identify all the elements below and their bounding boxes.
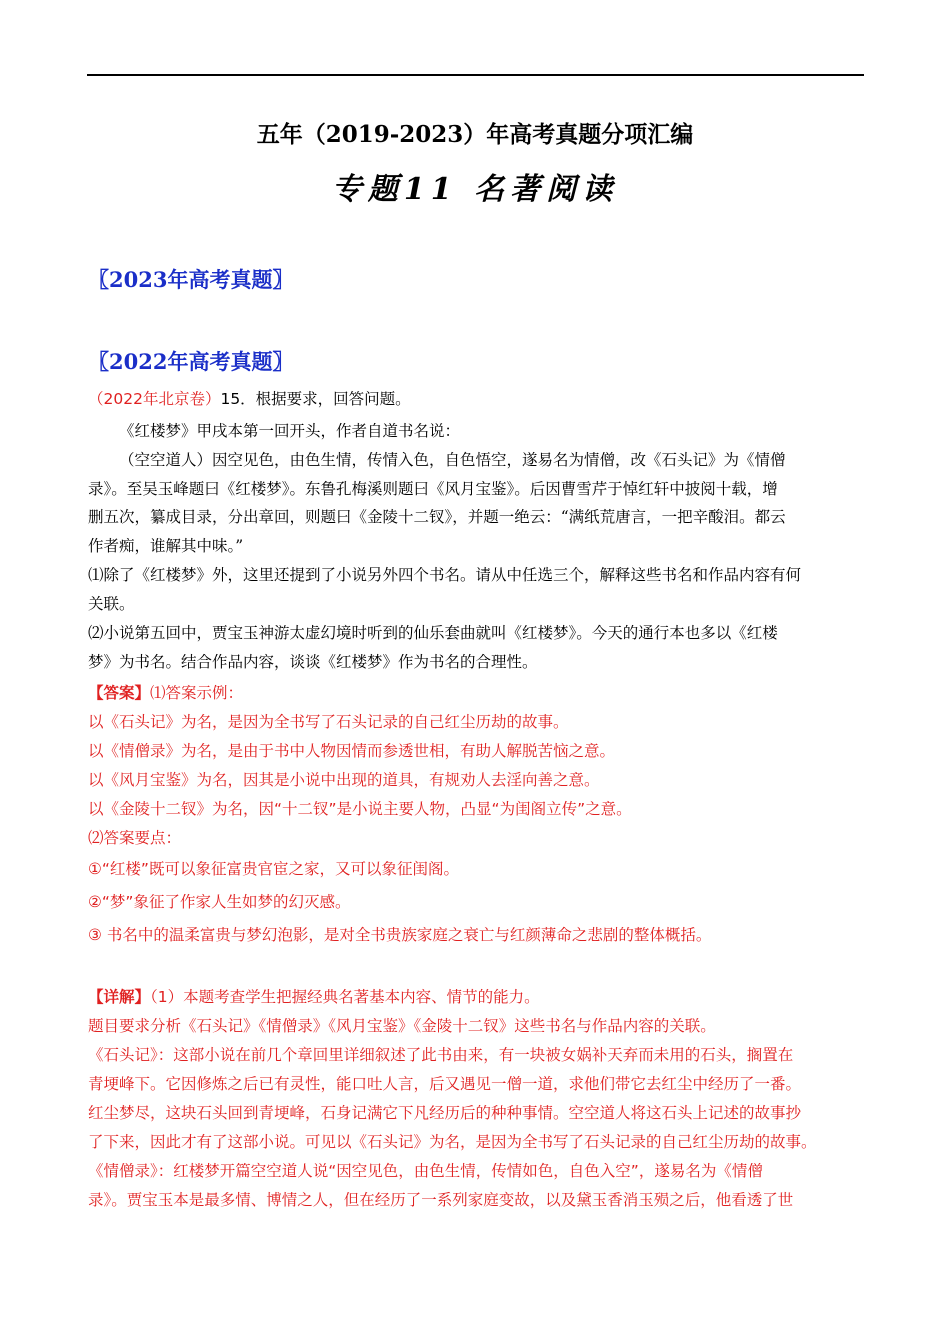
question-header	[88, 388, 868, 410]
answer-line: ①“红楼”既可以象征富贵官宦之家，又可以象征闺阁。	[88, 860, 459, 878]
subquestion-2: 梦》为书名。结合作品内容，谈谈《红楼梦》作为书名的合理性。	[88, 653, 538, 671]
question-source: （2022年北京卷）	[88, 390, 221, 408]
answer-label: 【答案】	[88, 684, 151, 702]
answer-header	[88, 682, 868, 704]
explanation-line: 题目要求分析《石头记》《情僧录》《风月宝鉴》《金陵十二钗》这些书名与作品内容的关联。	[88, 1017, 716, 1035]
quote-line: （空空道人）因空见色，由色生情，传情入色，自色悟空，遂易名为情僧，改《石头记》为《情僧	[119, 451, 786, 469]
explanation-line: 《情僧录》：红楼梦开篇空空道人说“因空见色，由色生情，传情如色，自色入空”，遂易名为《情僧	[88, 1162, 763, 1180]
answer-line: ③ 书名中的温柔富贵与梦幻泡影，是对全书贵族家庭之衰亡与红颜薄命之悲剧的整体概括。	[88, 926, 712, 944]
question-intro: 《红楼梦》甲戌本第一回开头，作者自道书名说：	[119, 422, 461, 440]
answer-line: 以《风月宝鉴》为名，因其是小说中出现的道具，有规劝人去淫向善之意。	[88, 771, 600, 789]
section-heading-2022: 〖2022年高考真题〗	[88, 349, 294, 374]
section-heading-2023: 〖2023年高考真题〗	[88, 267, 294, 292]
quote-line: 作者痴，谁解其中味。”	[88, 537, 244, 555]
answer-line: 以《情僧录》为名，是由于书中人物因情而参透世相，有助人解脱苦恼之意。	[88, 742, 616, 760]
topic-title: 专题11 名著阅读	[331, 172, 619, 207]
answer-part1-label: ⑴答案示例：	[150, 684, 244, 702]
top-rule	[87, 74, 864, 76]
explanation-line: 了下来，因此才有了这部小说。可见以《石头记》为名，是因为全书写了石头记录的自己红尘历劫的故事。	[88, 1133, 817, 1151]
quote-line: 删五次，纂成目录，分出章回，则题曰《金陵十二钗》，并题一绝云：“满纸荒唐言，一把辛酸泪。都云	[88, 508, 786, 526]
explanation-line: 录》。贾宝玉本是最多情、博情之人，但在经历了一系列家庭变故，以及黛玉香消玉殒之后，他看透了世	[88, 1191, 794, 1209]
subquestion-1: 关联。	[88, 595, 135, 613]
subquestion-1: ⑴除了《红楼梦》外，这里还提到了小说另外四个书名。请从中任选三个，解释这些书名和作品内容有何	[88, 566, 802, 584]
document-title: 五年（2019-2023）年高考真题分项汇编	[256, 121, 694, 148]
answer-line: 以《石头记》为名，是因为全书写了石头记录的自己红尘历劫的故事。	[88, 713, 569, 731]
explanation-label: 【详解】	[88, 988, 151, 1006]
answer-line: ②“梦”象征了作家人生如梦的幻灭感。	[88, 893, 351, 911]
explanation-header	[88, 986, 868, 1008]
explanation-part1: （1）本题考查学生把握经典名著基本内容、情节的能力。	[150, 988, 540, 1006]
subquestion-2: ⑵小说第五回中，贾宝玉神游太虚幻境时听到的仙乐套曲就叫《红楼梦》。今天的通行本也多以《红楼	[88, 624, 778, 642]
explanation-line: 青埂峰下。它因修炼之后已有灵性，能口吐人言，后又遇见一僧一道，求他们带它去红尘中经历了一番。	[88, 1075, 802, 1093]
explanation-line: 《石头记》：这部小说在前几个章回里详细叙述了此书由来，有一块被女娲补天弃而未用的石头，搁置在	[88, 1046, 794, 1064]
question-prompt: 15．根据要求，回答问题。	[220, 390, 411, 408]
answer-line: 以《金陵十二钗》为名，因“十二钗”是小说主要人物，凸显“为闺阁立传”之意。	[88, 800, 632, 818]
quote-line: 录》。至吴玉峰题曰《红楼梦》。东鲁孔梅溪则题曰《风月宝鉴》。后因曹雪芹于悼红轩中披阅十载，增	[88, 480, 778, 498]
answer-line: ⑵答案要点：	[88, 829, 182, 847]
explanation-line: 红尘梦尽，这块石头回到青埂峰，石身记满它下凡经历后的种种事情。空空道人将这石头上记述的故事抄	[88, 1104, 802, 1122]
